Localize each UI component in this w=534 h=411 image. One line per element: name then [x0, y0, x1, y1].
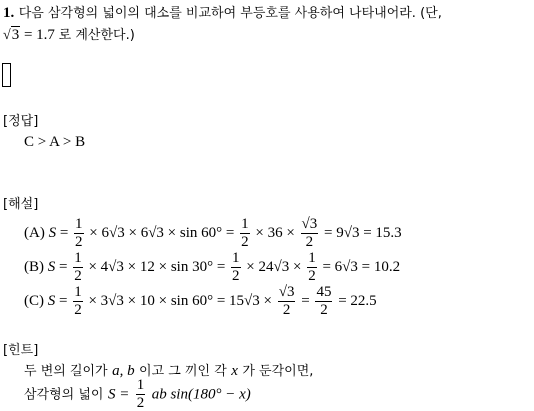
problem-line-2	[3, 24, 135, 44]
problem-number: 1.	[3, 5, 15, 21]
hint-line-1: 두 변의 길이가 a, b 이고 그 끼인 각 x 가 둔각이면,	[24, 363, 314, 379]
solution-header: [해설]	[3, 197, 39, 212]
figure-placeholder	[2, 63, 11, 87]
answer-value: C > A > B	[24, 134, 86, 150]
hint-header: [힌트]	[3, 343, 39, 358]
solution-line-b: (B) S = $\frac{1}{2}$ × 4√3 × 12 × sin 30° = $\frac{1}{2}$ × 24√3 × $\frac{1}{2}$ = 6√3 = 10.2	[24, 250, 401, 284]
problem-text: 다음 삼각형의 넓이의 대소를 비교하여 부등호를 사용하여 나타내어라. (단,	[18, 6, 442, 21]
solution-line-c: (C) S = $\frac{1}{2}$ × 3√3 × 10 × sin 60° = 15√3 × $\frac{√3}{2}$ = $\frac{45}{2}$ = 22.5	[24, 284, 377, 318]
sqrt-three: √3	[3, 27, 20, 43]
problem-note: 로 계산한다.)	[58, 28, 135, 43]
problem-line-1	[3, 2, 442, 22]
hint-line-2: 삼각형의 넓이 S = $\frac{1}{2}$ ab sin(180° − x)	[24, 377, 251, 411]
solution-line-a: (A) S = $\frac{1}{2}$ × 6√3 × 6√3 × sin 60° = $\frac{1}{2}$ × 36 × $\frac{√3}{2}$ = 9√3 = 15.3	[24, 216, 402, 250]
answer-header: [정답]	[3, 114, 39, 129]
sqrt-value: = 1.7	[23, 27, 55, 43]
